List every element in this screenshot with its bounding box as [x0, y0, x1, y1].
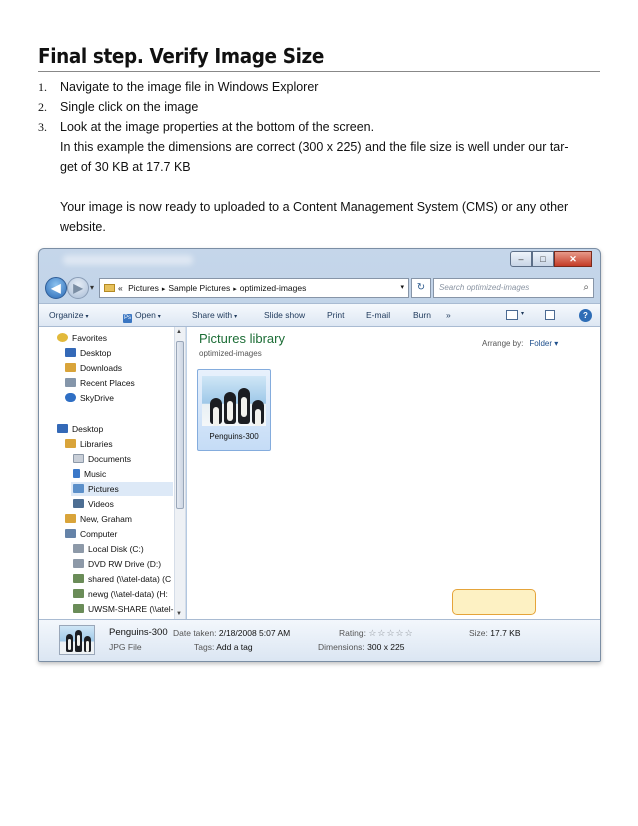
sidebar-item-recent-places[interactable]: Recent Places	[65, 376, 135, 390]
rating-stars[interactable]: ☆☆☆☆☆	[368, 628, 414, 638]
scroll-up-icon[interactable]: ▲	[176, 329, 182, 335]
back-button[interactable]: ◀	[45, 277, 67, 299]
sidebar-item-favorites[interactable]: Favorites	[57, 331, 107, 345]
documents-icon	[73, 454, 84, 463]
help-button[interactable]: ?	[579, 309, 592, 322]
preview-pane-button[interactable]	[545, 310, 555, 320]
details-file-type: JPG File	[109, 642, 142, 652]
folder-icon	[104, 284, 115, 292]
rating-label: Rating:	[339, 628, 366, 638]
details-file-name: Penguins-300	[109, 627, 168, 638]
videos-icon	[73, 499, 84, 508]
breadcrumb-optimized-images[interactable]: optimized-images	[239, 283, 307, 293]
computer-icon	[65, 529, 76, 538]
minimize-button[interactable]: –	[510, 251, 532, 267]
step-3	[38, 117, 598, 137]
refresh-button[interactable]: ↻	[411, 278, 431, 298]
recent-pages-dropdown[interactable]: ▾	[90, 283, 95, 292]
sidebar-item-desktop[interactable]: Desktop	[65, 346, 111, 360]
navigation-pane	[39, 327, 186, 619]
file-item-penguins[interactable]	[197, 369, 271, 451]
sidebar-item-newg-drive[interactable]: newg (\\atel-data) (H:	[73, 587, 168, 601]
sidebar-item-desktop-root[interactable]: Desktop	[57, 422, 103, 436]
address-bar[interactable]	[99, 278, 409, 298]
library-title: Pictures library	[199, 331, 285, 346]
maximize-button[interactable]: □	[532, 251, 554, 267]
heading-rule	[38, 71, 600, 72]
example-line-2: get of 30 KB at 17.7 KB	[60, 160, 191, 174]
arrange-by-value[interactable]: Folder ▾	[529, 339, 559, 348]
step-number: 1.	[38, 80, 47, 94]
size-value: 17.7 KB	[490, 628, 521, 638]
step-2	[38, 97, 598, 117]
breadcrumb-separator[interactable]: ▸	[233, 286, 237, 293]
dimensions-label: Dimensions:	[318, 642, 365, 652]
sidebar-item-pictures[interactable]: Pictures	[71, 482, 173, 496]
penguins-thumbnail	[202, 376, 266, 426]
network-drive-icon	[73, 589, 84, 598]
search-placeholder: Search optimized-images	[439, 283, 530, 292]
sidebar-item-dvd-drive[interactable]: DVD RW Drive (D:)	[73, 557, 161, 571]
final-line-2: website.	[60, 220, 106, 234]
disk-icon	[73, 544, 84, 553]
view-dropdown[interactable]: ▾	[521, 311, 525, 317]
star-icon	[57, 333, 68, 342]
sidebar-item-local-disk[interactable]: Local Disk (C:)	[73, 542, 144, 556]
print-button[interactable]: Print	[327, 310, 345, 320]
search-icon[interactable]: ⌕	[583, 282, 589, 293]
sidebar-item-libraries[interactable]: Libraries	[65, 437, 113, 451]
library-subtitle: optimized-images	[199, 349, 262, 358]
share-with-button[interactable]: Share with ▾	[192, 310, 238, 320]
sidebar-item-uwsm-share[interactable]: UWSM-SHARE (\\atel-	[73, 602, 173, 616]
details-thumbnail	[59, 625, 95, 655]
tags-label: Tags:	[194, 642, 215, 652]
organize-button[interactable]: Organize ▾	[49, 310, 89, 320]
step-number: 3.	[38, 120, 47, 134]
breadcrumb-sample-pictures[interactable]: Sample Pictures	[168, 283, 231, 293]
title-bar	[39, 249, 600, 273]
desktop-icon	[65, 348, 76, 357]
command-bar	[39, 303, 600, 327]
sidebar-item-skydrive[interactable]: SkyDrive	[65, 391, 114, 405]
scroll-down-icon[interactable]: ▼	[176, 611, 182, 617]
step-1	[38, 77, 598, 97]
search-input[interactable]	[433, 278, 594, 298]
photoshop-icon: Ps	[123, 315, 131, 321]
sidebar-item-downloads[interactable]: Downloads	[65, 361, 122, 375]
breadcrumb-separator[interactable]: ▸	[161, 286, 166, 293]
user-folder-icon	[65, 514, 76, 523]
date-taken-label: Date taken:	[173, 628, 217, 638]
size-highlight	[452, 589, 536, 615]
more-commands-button[interactable]: »	[446, 310, 451, 320]
sidebar-item-documents[interactable]: Documents	[73, 452, 131, 466]
close-button[interactable]: ✕	[554, 251, 592, 267]
explorer-screenshot	[38, 248, 601, 662]
step-text: Single click on the image	[60, 100, 199, 114]
file-name: Penguins-300	[209, 432, 259, 441]
forward-button[interactable]: ▶	[67, 277, 89, 299]
scrollbar-thumb[interactable]	[176, 341, 184, 509]
tags-value[interactable]: Add a tag	[216, 642, 253, 652]
address-dropdown[interactable]: ▾	[400, 284, 404, 291]
size-label: Size:	[469, 628, 488, 638]
step-number: 2.	[38, 100, 47, 114]
sidebar-item-shared-drive[interactable]: shared (\\atel-data) (C	[73, 572, 171, 586]
dvd-drive-icon	[73, 559, 84, 568]
sidebar-item-new-graham[interactable]: New, Graham	[65, 512, 132, 526]
final-line-1: Your image is now ready to uploaded to a Content Management System (CMS) or any other	[60, 200, 569, 214]
steps-list	[38, 77, 598, 237]
network-drive-icon	[73, 604, 84, 613]
change-view-button[interactable]	[506, 310, 518, 320]
desktop-icon	[57, 424, 68, 433]
slide-show-button[interactable]: Slide show	[264, 310, 306, 320]
pictures-icon	[73, 484, 84, 493]
breadcrumb-pictures[interactable]: Pictures	[128, 283, 159, 293]
arrange-by[interactable]: Arrange by: Folder ▾	[482, 339, 559, 348]
details-pane	[39, 619, 600, 662]
network-drive-icon	[73, 574, 84, 583]
step-text: Look at the image properties at the bottom of the screen.	[60, 120, 375, 134]
breadcrumb-overflow[interactable]: «	[118, 283, 123, 293]
sidebar-item-computer[interactable]: Computer	[65, 527, 117, 541]
burn-button[interactable]: Burn	[413, 310, 431, 320]
libraries-icon	[65, 439, 76, 448]
example-line-1: In this example the dimensions are correct (300 x 225) and the file size is well under our tar-	[60, 140, 569, 154]
file-list-pane	[187, 327, 600, 619]
step-text: Navigate to the image file in Windows Explorer	[60, 80, 319, 94]
sidebar-scrollbar[interactable]	[174, 327, 185, 619]
open-button[interactable]: Ps Open ▾	[123, 310, 161, 321]
address-row	[39, 273, 600, 303]
sidebar-item-videos[interactable]: Videos	[73, 497, 114, 511]
page-heading: Final step. Verify Image Size	[38, 44, 324, 68]
sidebar-item-music[interactable]: Music	[73, 467, 106, 481]
downloads-icon	[65, 363, 76, 372]
music-icon	[73, 469, 80, 478]
date-taken-value[interactable]: 2/18/2008 5:07 AM	[218, 628, 291, 638]
window-title	[63, 255, 193, 265]
dimensions-value: 300 x 225	[367, 642, 405, 652]
cloud-icon	[65, 393, 76, 402]
recent-places-icon	[65, 378, 76, 387]
email-button[interactable]: E-mail	[366, 310, 391, 320]
